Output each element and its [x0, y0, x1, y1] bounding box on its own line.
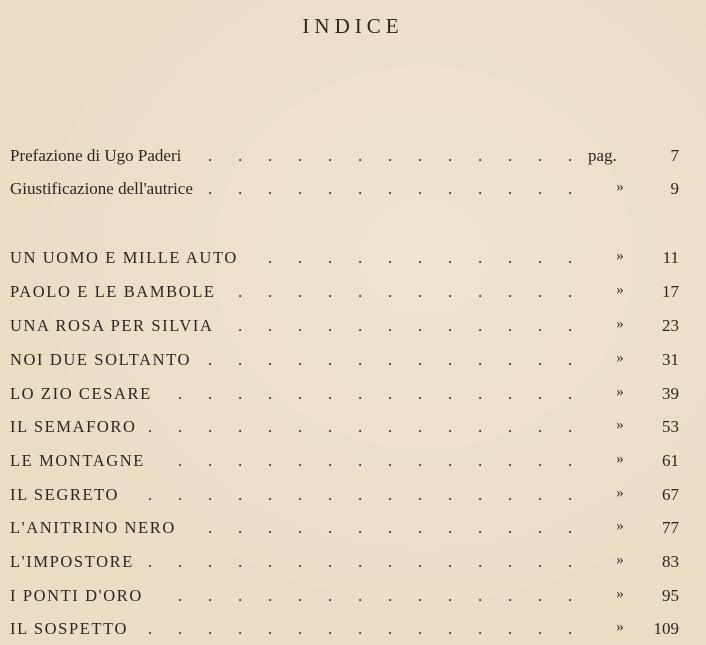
leader-dot: . [358, 146, 363, 165]
leader-dot: . [298, 316, 303, 335]
leader-dot: . [328, 619, 333, 638]
leader-dot: . [208, 146, 213, 165]
page-number: 53 [662, 417, 679, 436]
entry-title: LO ZIO CESARE [10, 384, 152, 403]
leader-dot: . [448, 417, 453, 436]
leader-dot: . [298, 619, 303, 638]
dot-leader [0, 350, 706, 376]
leader-dot: . [238, 451, 243, 470]
leader-dot: . [208, 485, 213, 504]
story-entry [0, 518, 706, 544]
leader-dot: . [268, 518, 273, 537]
leader-dot: . [418, 518, 423, 537]
page-number: 7 [670, 146, 679, 165]
leader-dot: . [298, 586, 303, 605]
entry-title: LE MONTAGNE [10, 451, 145, 470]
leader-dot: . [568, 485, 573, 504]
dot-leader [0, 384, 706, 410]
leader-dot: . [508, 485, 513, 504]
leader-dot: . [388, 619, 393, 638]
leader-dot: . [358, 316, 363, 335]
leader-dot: . [448, 586, 453, 605]
page-marker: » [616, 350, 624, 366]
leader-dot: . [478, 282, 483, 301]
page-number: 67 [662, 485, 679, 504]
leader-dot: . [508, 417, 513, 436]
leader-dot: . [268, 248, 273, 267]
leader-dot: . [448, 316, 453, 335]
leader-dot: . [358, 384, 363, 403]
leader-dot: . [418, 485, 423, 504]
leader-dot: . [388, 384, 393, 403]
entry-title: Prefazione di Ugo Paderi [10, 146, 182, 165]
leader-dot: . [418, 586, 423, 605]
leader-dot: . [388, 485, 393, 504]
leader-dot: . [478, 552, 483, 571]
leader-dot: . [298, 282, 303, 301]
leader-dot: . [358, 586, 363, 605]
dot-leader [0, 552, 706, 578]
leader-dot: . [388, 518, 393, 537]
leader-dot: . [208, 451, 213, 470]
leader-dot: . [478, 248, 483, 267]
leader-dot: . [538, 518, 543, 537]
leader-dot: . [538, 316, 543, 335]
leader-dot: . [388, 179, 393, 198]
story-entry [0, 248, 706, 274]
leader-dot: . [538, 552, 543, 571]
leader-dot: . [238, 146, 243, 165]
page-marker: » [616, 417, 624, 433]
story-entry [0, 485, 706, 511]
leader-dot: . [268, 146, 273, 165]
leader-dot: . [568, 146, 573, 165]
entry-title: NOI DUE SOLTANTO [10, 350, 192, 369]
leader-dot: . [298, 485, 303, 504]
leader-dot: . [508, 451, 513, 470]
leader-dot: . [178, 586, 183, 605]
dot-leader [0, 417, 706, 443]
leader-dot: . [508, 179, 513, 198]
leader-dot: . [568, 248, 573, 267]
page-number: 9 [670, 179, 679, 198]
story-entry [0, 316, 706, 342]
leader-dot: . [388, 552, 393, 571]
leader-dot: . [568, 518, 573, 537]
leader-dot: . [568, 586, 573, 605]
leader-dot: . [568, 619, 573, 638]
leader-dot: . [568, 282, 573, 301]
leader-dot: . [418, 282, 423, 301]
leader-dot: . [568, 417, 573, 436]
page-number: 95 [662, 586, 679, 605]
story-entry [0, 350, 706, 376]
page-marker: » [616, 179, 624, 195]
leader-dot: . [358, 552, 363, 571]
leader-dot: . [328, 316, 333, 335]
dot-leader [0, 316, 706, 342]
leader-dot: . [328, 282, 333, 301]
page-number: 17 [662, 282, 679, 301]
page-marker: » [616, 384, 624, 400]
leader-dot: . [418, 417, 423, 436]
leader-dot: . [358, 350, 363, 369]
leader-dot: . [298, 384, 303, 403]
leader-dot: . [268, 451, 273, 470]
leader-dot: . [208, 518, 213, 537]
entry-title: Giustificazione dell'autrice [10, 179, 193, 198]
page-marker: » [616, 451, 624, 467]
dot-leader [0, 179, 706, 205]
leader-dot: . [418, 146, 423, 165]
leader-dot: . [148, 619, 153, 638]
leader-dot: . [358, 518, 363, 537]
leader-dot: . [388, 248, 393, 267]
dot-leader [0, 282, 706, 308]
leader-dot: . [148, 417, 153, 436]
leader-dot: . [238, 586, 243, 605]
leader-dot: . [508, 350, 513, 369]
leader-dot: . [448, 451, 453, 470]
leader-dot: . [448, 384, 453, 403]
leader-dot: . [568, 179, 573, 198]
leader-dot: . [538, 586, 543, 605]
page-number: 109 [653, 619, 679, 638]
leader-dot: . [538, 179, 543, 198]
leader-dot: . [208, 619, 213, 638]
leader-dot: . [538, 248, 543, 267]
leader-dot: . [328, 518, 333, 537]
page-marker: » [616, 282, 624, 298]
leader-dot: . [298, 451, 303, 470]
leader-dot: . [358, 282, 363, 301]
leader-dot: . [418, 248, 423, 267]
leader-dot: . [358, 179, 363, 198]
leader-dot: . [478, 179, 483, 198]
leader-dot: . [508, 552, 513, 571]
leader-dot: . [358, 485, 363, 504]
page-marker: » [616, 619, 624, 635]
leader-dot: . [448, 179, 453, 198]
leader-dot: . [268, 384, 273, 403]
leader-dot: . [508, 518, 513, 537]
leader-dot: . [298, 518, 303, 537]
leader-dot: . [268, 417, 273, 436]
leader-dot: . [178, 417, 183, 436]
entry-title: I PONTI D'ORO [10, 586, 143, 605]
leader-dot: . [478, 146, 483, 165]
leader-dot: . [568, 451, 573, 470]
leader-dot: . [478, 350, 483, 369]
leader-dot: . [328, 146, 333, 165]
leader-dot: . [418, 179, 423, 198]
page-marker: » [616, 552, 624, 568]
leader-dot: . [508, 248, 513, 267]
page-marker: pag. [588, 146, 617, 165]
leader-dot: . [538, 146, 543, 165]
leader-dot: . [178, 552, 183, 571]
leader-dot: . [448, 146, 453, 165]
leader-dot: . [478, 451, 483, 470]
leader-dot: . [238, 350, 243, 369]
leader-dot: . [238, 552, 243, 571]
leader-dot: . [208, 586, 213, 605]
leader-dot: . [478, 316, 483, 335]
leader-dot: . [148, 485, 153, 504]
leader-dot: . [388, 282, 393, 301]
leader-dot: . [238, 417, 243, 436]
leader-dot: . [358, 451, 363, 470]
leader-dot: . [448, 619, 453, 638]
leader-dot: . [388, 451, 393, 470]
leader-dot: . [538, 451, 543, 470]
leader-dot: . [328, 485, 333, 504]
leader-dot: . [208, 350, 213, 369]
page-marker: » [616, 485, 624, 501]
leader-dot: . [238, 316, 243, 335]
leader-dot: . [418, 451, 423, 470]
page-number: 83 [662, 552, 679, 571]
leader-dot: . [268, 619, 273, 638]
page-marker: » [616, 586, 624, 602]
leader-dot: . [448, 248, 453, 267]
leader-dot: . [298, 248, 303, 267]
page-marker: » [616, 518, 624, 534]
leader-dot: . [358, 619, 363, 638]
leader-dot: . [388, 350, 393, 369]
leader-dot: . [538, 485, 543, 504]
leader-dot: . [478, 485, 483, 504]
leader-dot: . [568, 552, 573, 571]
page-number: 31 [662, 350, 679, 369]
leader-dot: . [148, 552, 153, 571]
leader-dot: . [448, 485, 453, 504]
leader-dot: . [268, 179, 273, 198]
entry-title: IL SEGRETO [10, 485, 120, 504]
story-entry [0, 451, 706, 477]
leader-dot: . [268, 282, 273, 301]
leader-dot: . [208, 552, 213, 571]
leader-dot: . [538, 350, 543, 369]
leader-dot: . [448, 552, 453, 571]
leader-dot: . [568, 350, 573, 369]
story-entry [0, 586, 706, 612]
entry-title: PAOLO E LE BAMBOLE [10, 282, 216, 301]
story-entry [0, 552, 706, 578]
dot-leader [0, 248, 706, 274]
dot-leader [0, 586, 706, 612]
leader-dot: . [478, 384, 483, 403]
leader-dot: . [328, 417, 333, 436]
leader-dot: . [298, 179, 303, 198]
leader-dot: . [358, 248, 363, 267]
leader-dot: . [268, 350, 273, 369]
leader-dot: . [418, 619, 423, 638]
leader-dot: . [478, 417, 483, 436]
dot-leader [0, 619, 706, 645]
leader-dot: . [418, 552, 423, 571]
leader-dot: . [178, 619, 183, 638]
story-entry [0, 417, 706, 443]
leader-dot: . [388, 146, 393, 165]
leader-dot: . [328, 586, 333, 605]
page-number: 23 [662, 316, 679, 335]
leader-dot: . [538, 384, 543, 403]
leader-dot: . [478, 586, 483, 605]
entry-title: L'ANITRINO NERO [10, 518, 176, 537]
leader-dot: . [448, 518, 453, 537]
leader-dot: . [508, 316, 513, 335]
leader-dot: . [268, 586, 273, 605]
leader-dot: . [238, 179, 243, 198]
page-number: 39 [662, 384, 679, 403]
story-entry [0, 384, 706, 410]
leader-dot: . [478, 619, 483, 638]
leader-dot: . [298, 417, 303, 436]
leader-dot: . [238, 619, 243, 638]
leader-dot: . [238, 518, 243, 537]
dot-leader [0, 451, 706, 477]
front-matter-entry [0, 179, 706, 205]
page-number: 61 [662, 451, 679, 470]
leader-dot: . [508, 146, 513, 165]
leader-dot: . [538, 282, 543, 301]
leader-dot: . [448, 350, 453, 369]
leader-dot: . [418, 384, 423, 403]
leader-dot: . [208, 384, 213, 403]
leader-dot: . [208, 417, 213, 436]
leader-dot: . [508, 619, 513, 638]
leader-dot: . [568, 384, 573, 403]
leader-dot: . [298, 146, 303, 165]
leader-dot: . [538, 417, 543, 436]
leader-dot: . [508, 384, 513, 403]
leader-dot: . [178, 384, 183, 403]
entry-title: IL SEMAFORO [10, 417, 137, 436]
story-entry [0, 619, 706, 645]
leader-dot: . [388, 316, 393, 335]
page-number: 11 [662, 248, 679, 267]
page-number: 77 [662, 518, 679, 537]
leader-dot: . [178, 451, 183, 470]
leader-dot: . [478, 518, 483, 537]
leader-dot: . [328, 384, 333, 403]
page-marker: » [616, 248, 624, 264]
leader-dot: . [508, 282, 513, 301]
leader-dot: . [358, 417, 363, 436]
leader-dot: . [568, 316, 573, 335]
leader-dot: . [448, 282, 453, 301]
leader-dot: . [388, 417, 393, 436]
leader-dot: . [388, 586, 393, 605]
entry-title: IL SOSPETTO [10, 619, 128, 638]
leader-dot: . [328, 451, 333, 470]
leader-dot: . [328, 552, 333, 571]
entry-title: L'IMPOSTORE [10, 552, 134, 571]
page-title: INDICE [302, 14, 404, 38]
story-entry [0, 282, 706, 308]
leader-dot: . [238, 485, 243, 504]
leader-dot: . [328, 248, 333, 267]
leader-dot: . [418, 316, 423, 335]
front-matter-entry [0, 146, 706, 172]
leader-dot: . [268, 552, 273, 571]
leader-dot: . [418, 350, 423, 369]
dot-leader [0, 485, 706, 511]
leader-dot: . [238, 282, 243, 301]
leader-dot: . [268, 316, 273, 335]
leader-dot: . [508, 586, 513, 605]
leader-dot: . [298, 552, 303, 571]
page-marker: » [616, 316, 624, 332]
leader-dot: . [208, 179, 213, 198]
entry-title: UN UOMO E MILLE AUTO [10, 248, 238, 267]
entry-title: UNA ROSA PER SILVIA [10, 316, 214, 335]
leader-dot: . [328, 350, 333, 369]
leader-dot: . [238, 384, 243, 403]
leader-dot: . [538, 619, 543, 638]
leader-dot: . [268, 485, 273, 504]
leader-dot: . [178, 485, 183, 504]
leader-dot: . [328, 179, 333, 198]
dot-leader [0, 518, 706, 544]
leader-dot: . [298, 350, 303, 369]
